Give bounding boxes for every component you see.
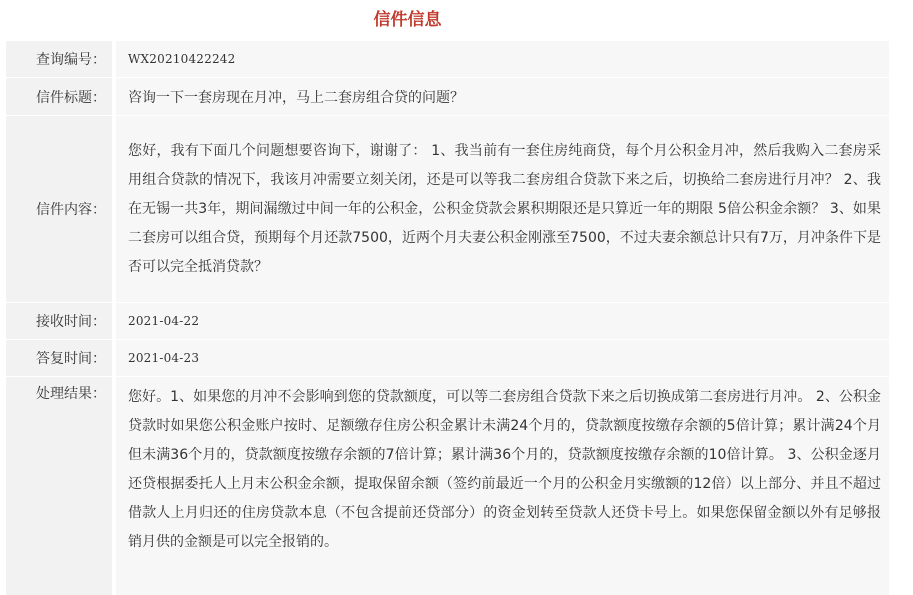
reply-time-value: 2021-04-23	[116, 340, 889, 376]
row-reply-time	[6, 339, 889, 376]
content-value: 您好，我有下面几个问题想要咨询下，谢谢了： 1、我当前有一套住房纯商贷，每个月公积金月冲，然后我购入二套房采用组合贷款的情况下，我该月冲需要立刻关闭，还是可以等我二套房组合贷款下来之后，切换给二套房进行月冲？ 2、我在无锡一共3年，期间漏缴过中间一年的公积金，公积金贷款会累积期限还是只算近一年的期限 5倍公积金余额？ 3、如果二套房可以组合贷，预期每个月还款7500，近两个月夫妻公积金刚涨至7500，不过夫妻余额总计只有7万，月冲条件下是否可以完全抵消贷款？	[116, 116, 889, 302]
received-time-label: 接收时间：	[6, 303, 112, 339]
row-subject	[6, 77, 889, 115]
query-id-value: WX20210422242	[116, 41, 889, 77]
result-value: 您好。1、如果您的月冲不会影响到您的贷款额度，可以等二套房组合贷款下来之后切换成第二套房进行月冲。 2、公积金贷款时如果您公积金账户按时、足额缴存住房公积金累计未满24个月的，贷款额度按缴存余额的5倍计算；累计满24个月但未满36个月的，贷款额度按缴存余额的7倍计算；累计满36个月的，贷款额度按缴存余额的10倍计算。 3、公积金逐月还贷根据委托人上月末公积金余额，提取保留余额（签约前最近一个月的公积金月实缴额的12倍）以上部分、并且不超过借款人上月归还的住房贷款本息（不包含提前还贷部分）的资金划转至贷款人还贷卡号上。如果您保留金额以外有足够报销月供的金额是可以完全报销的。	[116, 377, 889, 595]
result-label: 处理结果：	[6, 377, 112, 595]
subject-value: 咨询一下一套房现在月冲，马上二套房组合贷的问题？	[116, 78, 889, 115]
reply-time-label: 答复时间：	[6, 340, 112, 376]
received-time-value: 2021-04-22	[116, 303, 889, 339]
page-title: 信件信息	[373, 10, 442, 30]
row-query-id	[6, 40, 889, 77]
row-result	[6, 376, 889, 595]
subject-label: 信件标题：	[6, 78, 112, 115]
content-label: 信件内容：	[6, 116, 112, 302]
row-received-time	[6, 302, 889, 339]
query-id-label: 查询编号：	[6, 41, 112, 77]
letter-info-panel	[6, 0, 889, 595]
row-content	[6, 115, 889, 302]
